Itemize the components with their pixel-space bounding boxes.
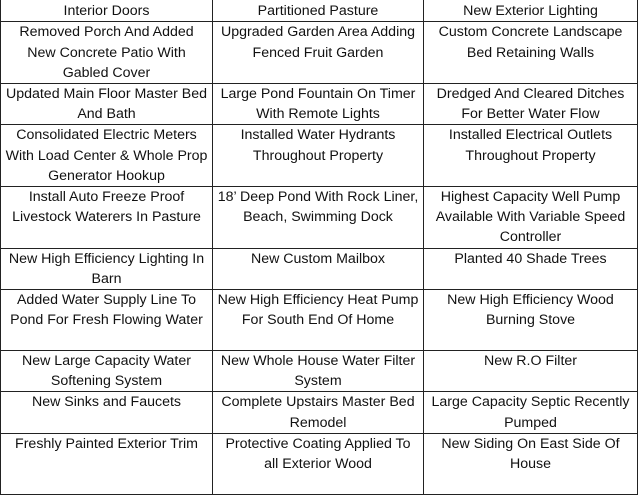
table-cell: New Whole House Water Filter System [213,351,424,392]
table-row [1,351,638,392]
table-cell: New Large Capacity Water Softening System [1,351,213,392]
table-cell: New High Efficiency Lighting In Barn [1,248,213,289]
table-cell: New Custom Mailbox [213,248,424,289]
table-row [1,125,638,187]
table-cell: Highest Capacity Well Pump Available With Variable Speed Controller [424,187,638,249]
table-row [1,187,638,249]
table-cell: Partitioned Pasture [213,0,424,22]
table-cell: Install Auto Freeze Proof Livestock Waterers In Pasture [1,187,213,249]
table-row [1,290,638,351]
table-row [1,0,638,22]
table-cell: Dredged And Cleared Ditches For Better Water Flow [424,84,638,125]
table-cell: 18’ Deep Pond With Rock Liner, Beach, Swimming Dock [213,187,424,249]
table-cell: New Sinks and Faucets [1,392,213,433]
table-row [1,248,638,289]
table-cell: Custom Concrete Landscape Bed Retaining Walls [424,22,638,84]
table-cell: New High Efficiency Wood Burning Stove [424,290,638,351]
table-cell: Upgraded Garden Area Adding Fenced Fruit Garden [213,22,424,84]
table-cell: Large Capacity Septic Recently Pumped [424,392,638,433]
table-cell: Complete Upstairs Master Bed Remodel [213,392,424,433]
table-cell: Removed Porch And Added New Concrete Patio With Gabled Cover [1,22,213,84]
table-cell: Large Pond Fountain On Timer With Remote Lights [213,84,424,125]
table-cell: Installed Water Hydrants Throughout Property [213,125,424,187]
table-cell: Interior Doors [1,0,213,22]
table-cell: New R.O Filter [424,351,638,392]
table-cell: Consolidated Electric Meters With Load Center & Whole Prop Generator Hookup [1,125,213,187]
table-cell: Added Water Supply Line To Pond For Fresh Flowing Water [1,290,213,351]
table-cell: New High Efficiency Heat Pump For South End Of Home [213,290,424,351]
table-cell: Planted 40 Shade Trees [424,248,638,289]
table-cell: Updated Main Floor Master Bed And Bath [1,84,213,125]
table-cell: Protective Coating Applied To all Exterior Wood [213,433,424,494]
table-cell: New Exterior Lighting [424,0,638,22]
table-cell: Freshly Painted Exterior Trim [1,433,213,494]
table-row [1,84,638,125]
table-row [1,392,638,433]
table-cell: New Siding On East Side Of House [424,433,638,494]
table-row [1,433,638,494]
table-row [1,22,638,84]
table-body [1,0,638,494]
table-cell: Installed Electrical Outlets Throughout Property [424,125,638,187]
